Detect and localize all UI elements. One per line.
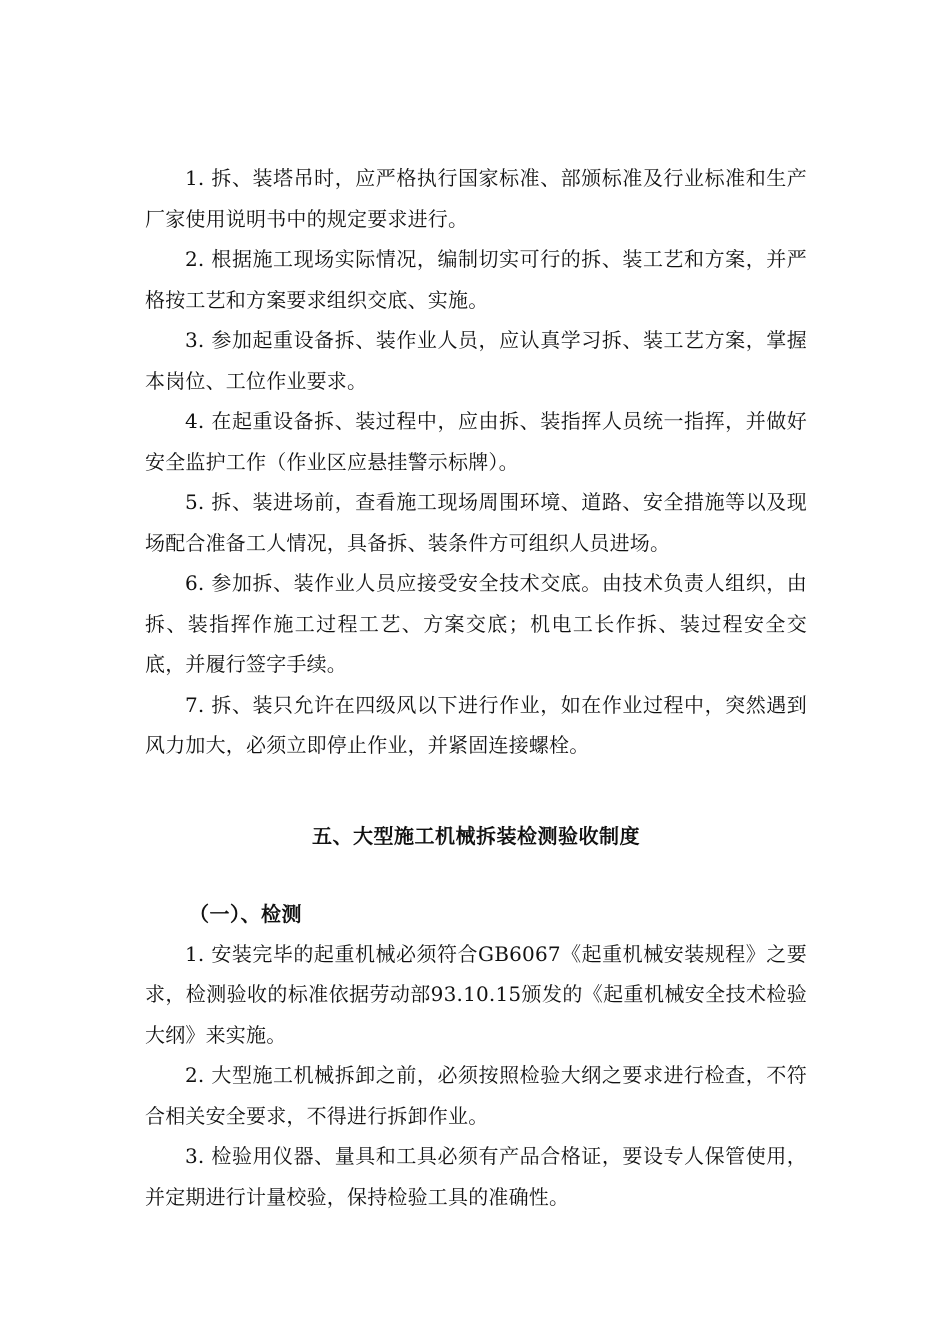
paragraph-7: 7. 拆、装只允许在四级风以下进行作业，如在作业过程中，突然遇到风力加大，必须立即停止作业，并紧固连接螺栓。 — [145, 692, 807, 757]
paragraph-2: 2. 根据施工现场实际情况，编制切实可行的拆、装工艺和方案，并严格按工艺和方案要求组织交底、实施。 — [145, 247, 807, 312]
paragraph-1: 1. 拆、装塔吊时，应严格执行国家标准、部颁标准及行业标准和生产厂家使用说明书中的规定要求进行。 — [145, 166, 807, 231]
paragraph-5: 5. 拆、装进场前，查看施工现场周围环境、道路、安全措施等以及现场配合准备工人情况，具备拆、装条件方可组织人员进场。 — [145, 490, 807, 555]
document-body — [145, 158, 807, 1217]
section-title: 五、大型施工机械拆装检测验收制度 — [312, 823, 640, 848]
paragraph-3: 3. 参加起重设备拆、装作业人员，应认真学习拆、装工艺方案，掌握本岗位、工位作业要求。 — [145, 328, 807, 393]
subsection-paragraph-3: 3. 检验用仪器、量具和工具必须有产品合格证，要设专人保管使用，并定期进行计量校验，保持检验工具的准确性。 — [145, 1144, 807, 1209]
subsection-title: （一）、检测 — [189, 901, 302, 926]
paragraph-4: 4. 在起重设备拆、装过程中，应由拆、装指挥人员统一指挥，并做好安全监护工作（作业区应悬挂警示标牌）。 — [145, 409, 807, 474]
subsection-paragraph-1: 1. 安装完毕的起重机械必须符合GB6067《起重机械安装规程》之要求，检测验收的标准依据劳动部93.10.15颁发的《起重机械安全技术检验大纲》来实施。 — [145, 941, 807, 1047]
paragraph-6: 6. 参加拆、装作业人员应接受安全技术交底。由技术负责人组织，由拆、装指挥作施工过程工艺、方案交底；机电工长作拆、装过程安全交底，并履行签字手续。 — [145, 571, 807, 676]
subsection-paragraph-2: 2. 大型施工机械拆卸之前，必须按照检验大纲之要求进行检查，不符合相关安全要求，不得进行拆卸作业。 — [145, 1063, 807, 1128]
